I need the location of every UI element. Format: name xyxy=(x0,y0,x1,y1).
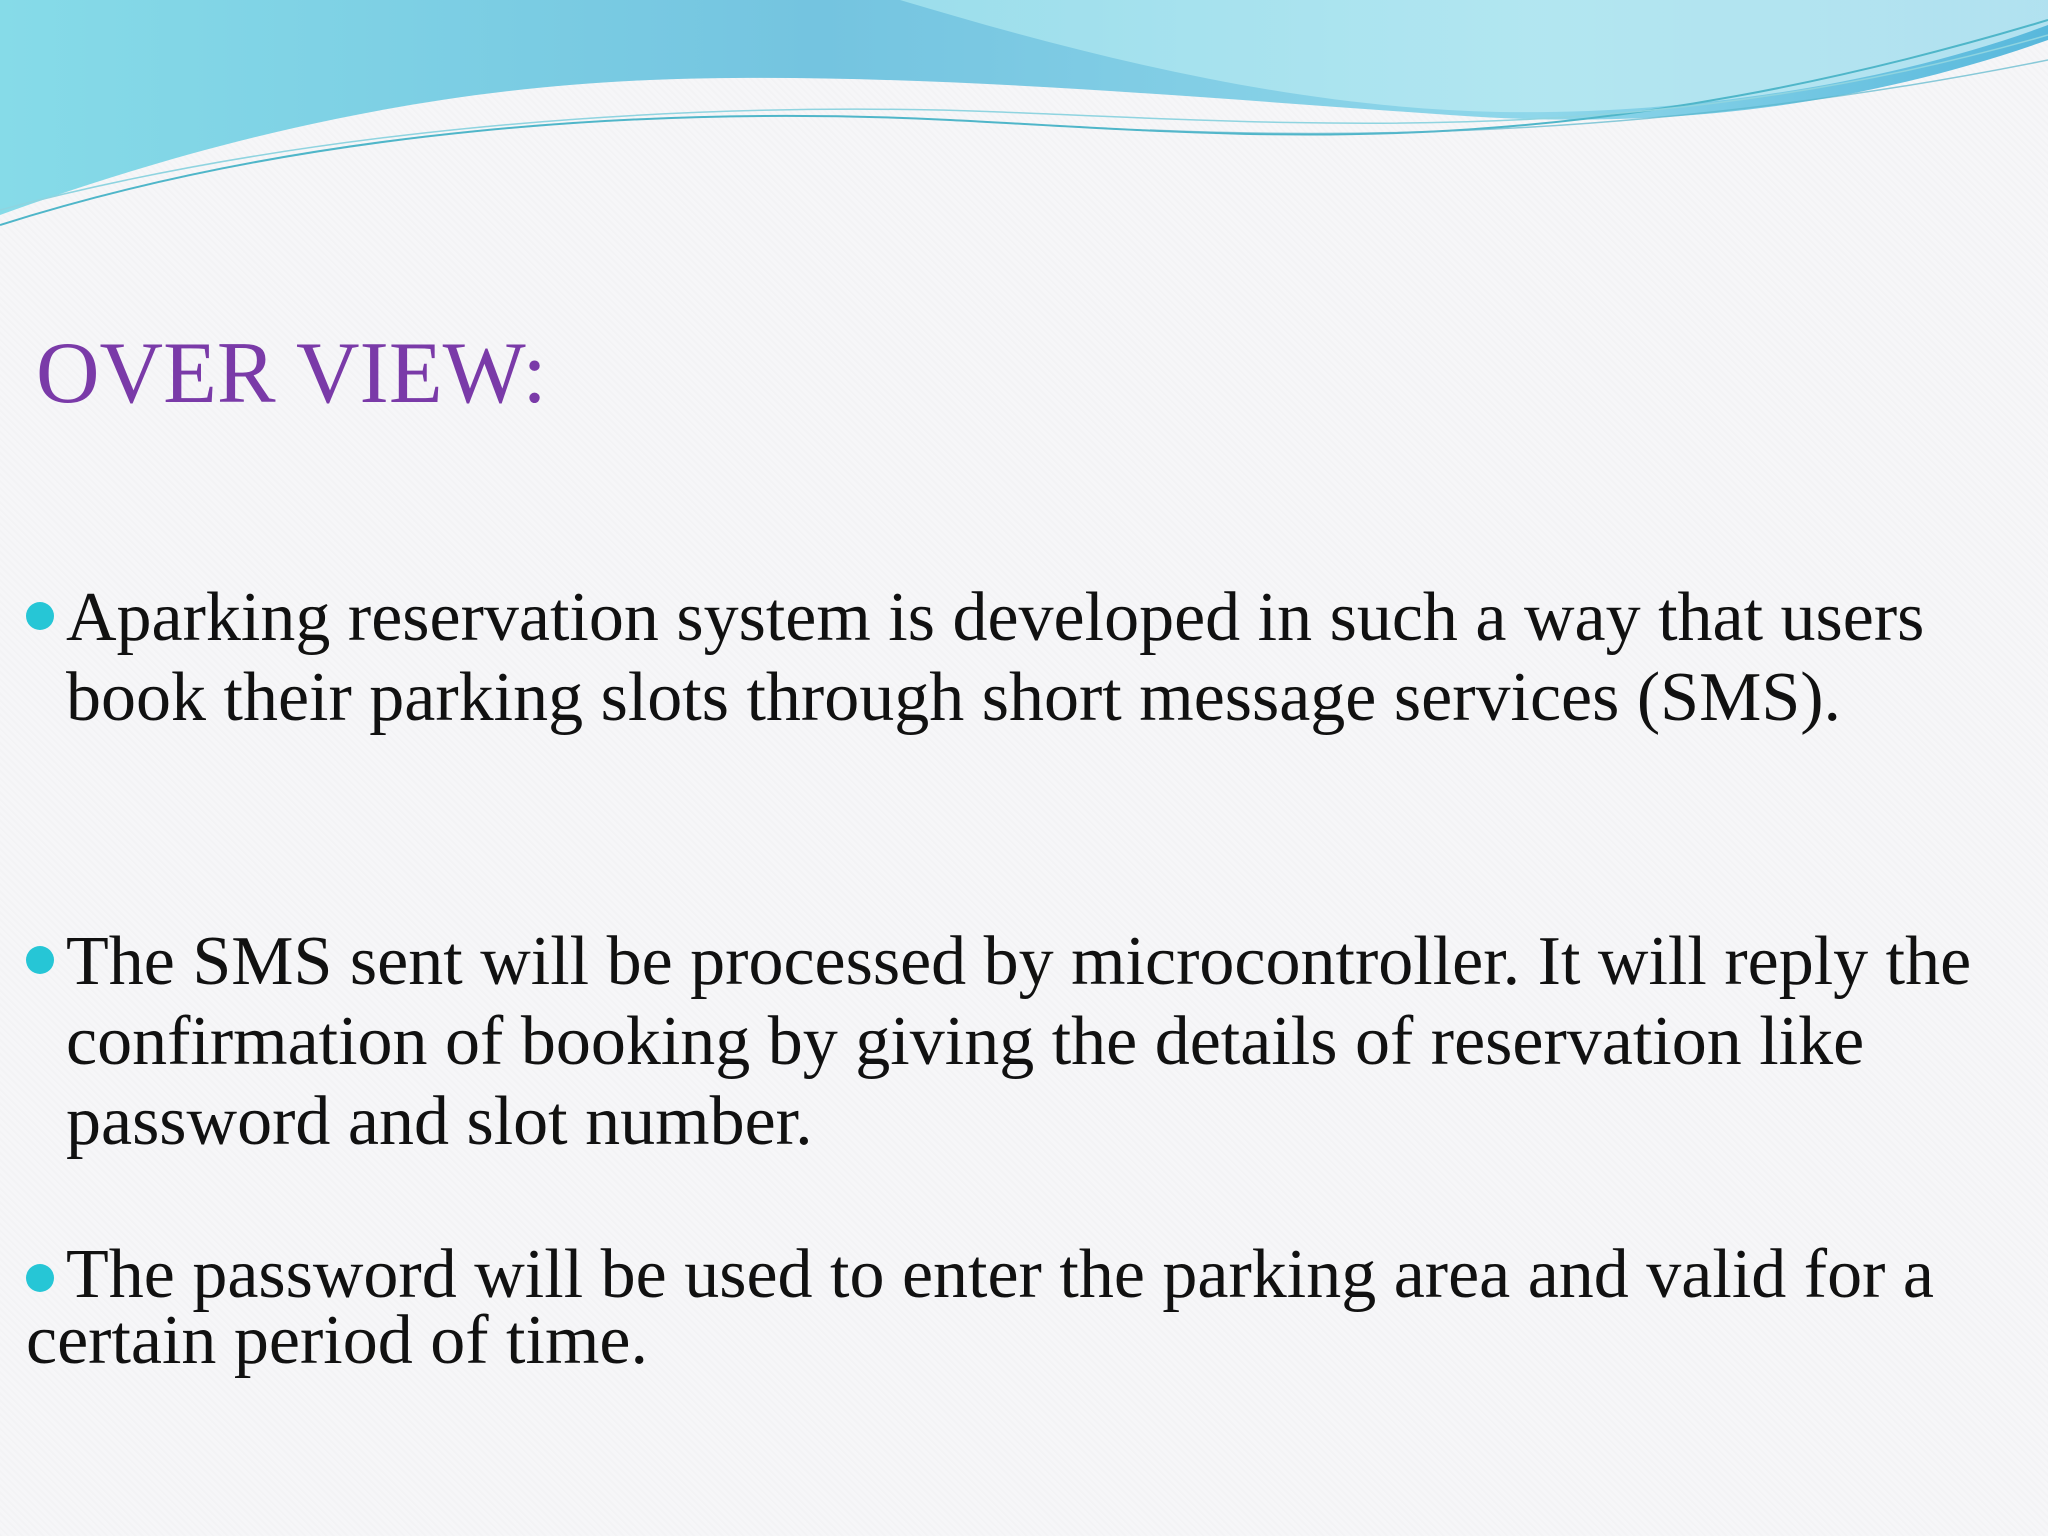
bullet-text: Aparking reservation system is developed in such a way that users book their parking slots through short message services (SMS). xyxy=(66,579,1925,736)
bullet-text: The password will be used to enter the parking area and valid for a certain period of time. xyxy=(26,1236,1934,1379)
bullet-dot-icon xyxy=(26,946,54,974)
bullet-item xyxy=(26,578,1986,738)
bullet-dot-icon xyxy=(26,602,54,630)
bullet-item xyxy=(26,1236,1986,1379)
bullet-item xyxy=(26,922,1986,1162)
slide-title: OVER VIEW: xyxy=(36,325,547,422)
decorative-wave-header xyxy=(0,0,2048,240)
bullet-text: The SMS sent will be processed by microcontroller. It will reply the confirmation of booking by giving the details of reservation like password and slot number. xyxy=(66,923,1972,1160)
bullet-dot-icon xyxy=(26,1264,54,1292)
